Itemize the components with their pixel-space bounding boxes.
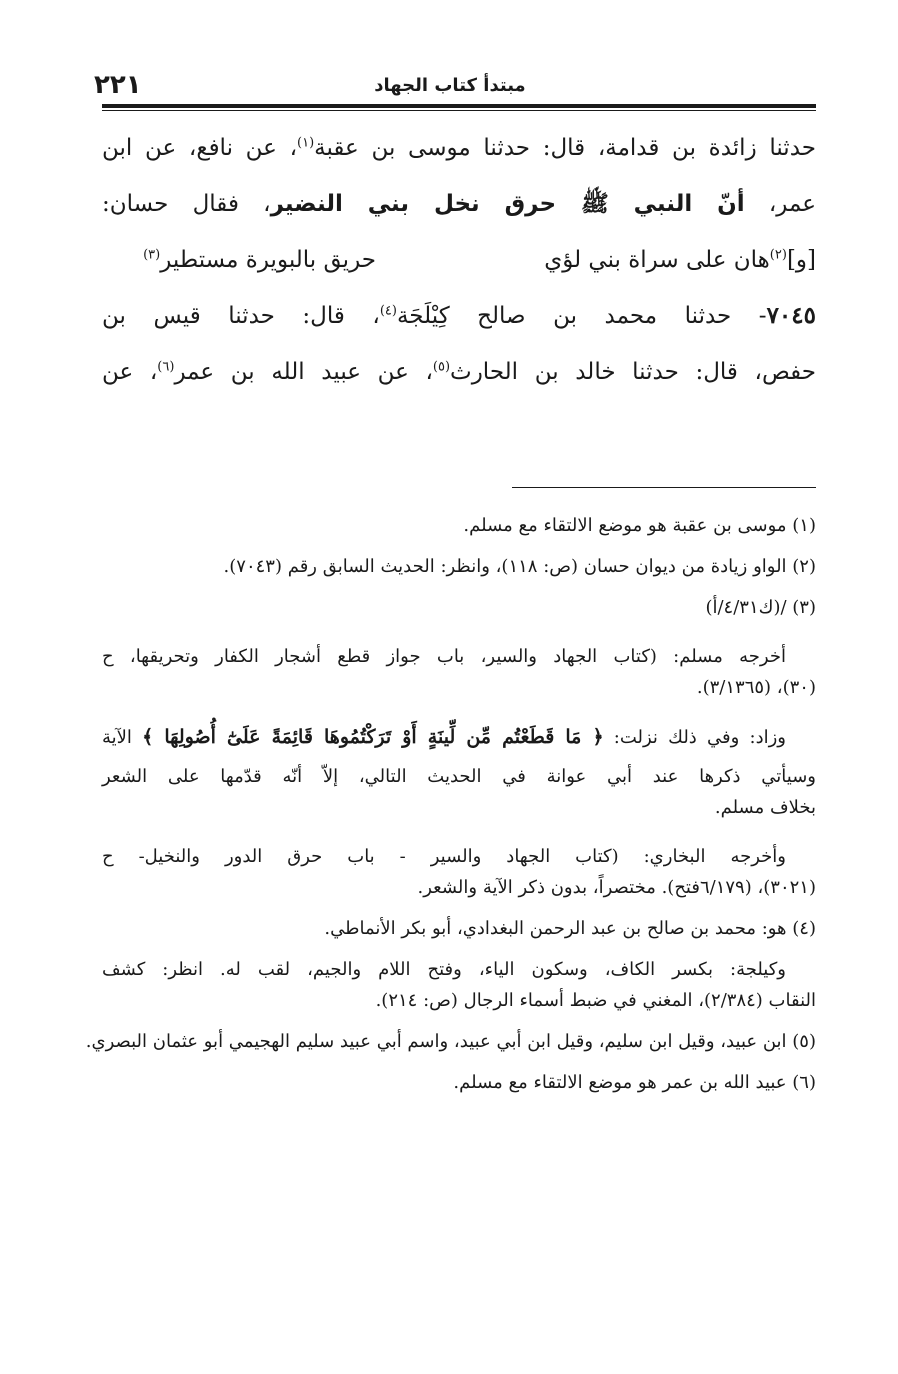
text-segment: حفص، قال: حدثنا خالد بن الحارث bbox=[450, 359, 816, 385]
footnote-line: وأخرجه البخاري: (كتاب الجهاد والسير - باب حرق الدور والنخيل- ح bbox=[102, 846, 786, 867]
footnote-marker: (٤) bbox=[379, 303, 397, 319]
footnote-1: (١) موسى بن عقبة هو موضع الالتقاء مع مسلم. bbox=[463, 515, 816, 536]
footnote-line: وكيلجة: بكسر الكاف، وسكون الياء، وفتح اللام والجيم، لقب له. انظر: كشف bbox=[102, 959, 786, 980]
footnote-marker: (٣) bbox=[143, 247, 161, 263]
main-line bbox=[102, 120, 816, 176]
text-segment: ، فقال حسان: bbox=[102, 191, 271, 217]
text-segment: ، قال: حدثنا قيس بن bbox=[102, 303, 380, 329]
main-line bbox=[102, 176, 816, 232]
footnotes bbox=[85, 510, 816, 1098]
text-segment: ، عن نافع، عن ابن bbox=[102, 135, 297, 161]
text-segment: عمر، bbox=[744, 191, 816, 217]
hadith-matn: أنّ النبي ﷺ حرق نخل بني النضير bbox=[270, 191, 745, 217]
footnote-4: (٤) هو: محمد بن صالح بن عبد الرحمن البغدادي، أبو بكر الأنماطي. bbox=[324, 918, 816, 939]
text-segment: حريق بالبويرة مستطير bbox=[160, 247, 376, 273]
header-rule bbox=[102, 104, 816, 108]
footnote-line: أخرجه مسلم: (كتاب الجهاد والسير، باب جواز قطع أشجار الكفار وتحريقها، ح bbox=[102, 646, 786, 667]
footnote-5: (٥) ابن عبيد، وقيل ابن سليم، وقيل ابن أبي عبيد، واسم أبي عبيد سليم الهجيمي أبو عثمان البصري. bbox=[85, 1031, 816, 1052]
hadith-number: ٧٠٤٥ bbox=[766, 302, 816, 329]
poem-hemistich-first bbox=[406, 232, 816, 288]
footnote-line bbox=[102, 713, 816, 761]
footnote-line: وسيأتي ذكرها عند أبي عوانة في الحديث التالي، إلاّ أنّه قدّمها على الشعر bbox=[102, 766, 816, 787]
text-segment: ، عن bbox=[102, 359, 158, 385]
footnote-separator bbox=[512, 487, 816, 488]
text-segment: ، عن عبيد الله بن عمر bbox=[174, 359, 433, 385]
poem-hemistich-second bbox=[102, 232, 406, 288]
main-text bbox=[102, 120, 816, 400]
footnote-line: (٣٠٢١)، (٦/١٧٩فتح). مختصراً، بدون ذكر الآية والشعر. bbox=[417, 877, 816, 898]
text-segment: هان على سراة بني لؤي bbox=[544, 247, 770, 273]
poem-verse bbox=[102, 232, 816, 288]
footnote-marker: (٥) bbox=[432, 359, 451, 375]
header-rule-thin bbox=[102, 110, 816, 111]
text-segment: حدثنا زائدة بن قدامة، قال: حدثنا موسى بن عقبة bbox=[314, 135, 816, 161]
text-segment: الآية bbox=[102, 727, 143, 748]
main-line bbox=[102, 344, 816, 400]
footnote-3: (٣) /(ك٤/٣١/أ) bbox=[705, 597, 816, 618]
footnote-marker: (٦) bbox=[157, 359, 175, 375]
footnote-line: بخلاف مسلم. bbox=[714, 797, 816, 818]
text-segment: [و] bbox=[786, 247, 816, 273]
footnote-line: (٣٠)، (٣/١٣٦٥). bbox=[696, 677, 816, 698]
footnote-marker: (٢) bbox=[769, 247, 787, 263]
text-segment: وزاد: وفي ذلك نزلت: bbox=[603, 727, 786, 748]
footnote-2: (٢) الواو زيادة من ديوان حسان (ص: ١١٨)، وانظر: الحديث السابق رقم (٧٠٤٣). bbox=[223, 556, 816, 577]
running-title: مبتدأ كتاب الجهاد bbox=[374, 75, 526, 96]
main-line bbox=[102, 288, 816, 344]
footnote-marker: (١) bbox=[297, 135, 315, 151]
footnote-6: (٦) عبيد الله بن عمر هو موضع الالتقاء مع مسلم. bbox=[453, 1072, 816, 1093]
quran-verse: ﴿ مَا قَطَعْتُم مِّن لِّينَةٍ أَوْ تَرَكْتُمُوهَا قَائِمَةً عَلَىٰٓ أُصُولِهَا ﴾ bbox=[142, 726, 604, 748]
text-segment: - حدثنا محمد بن صالح كِيْلَجَة bbox=[396, 303, 767, 329]
page-number: ٢٢١ bbox=[94, 70, 142, 100]
footnote-line: النقاب (٢/٣٨٤)، المغني في ضبط أسماء الرجال (ص: ٢١٤). bbox=[375, 990, 816, 1011]
